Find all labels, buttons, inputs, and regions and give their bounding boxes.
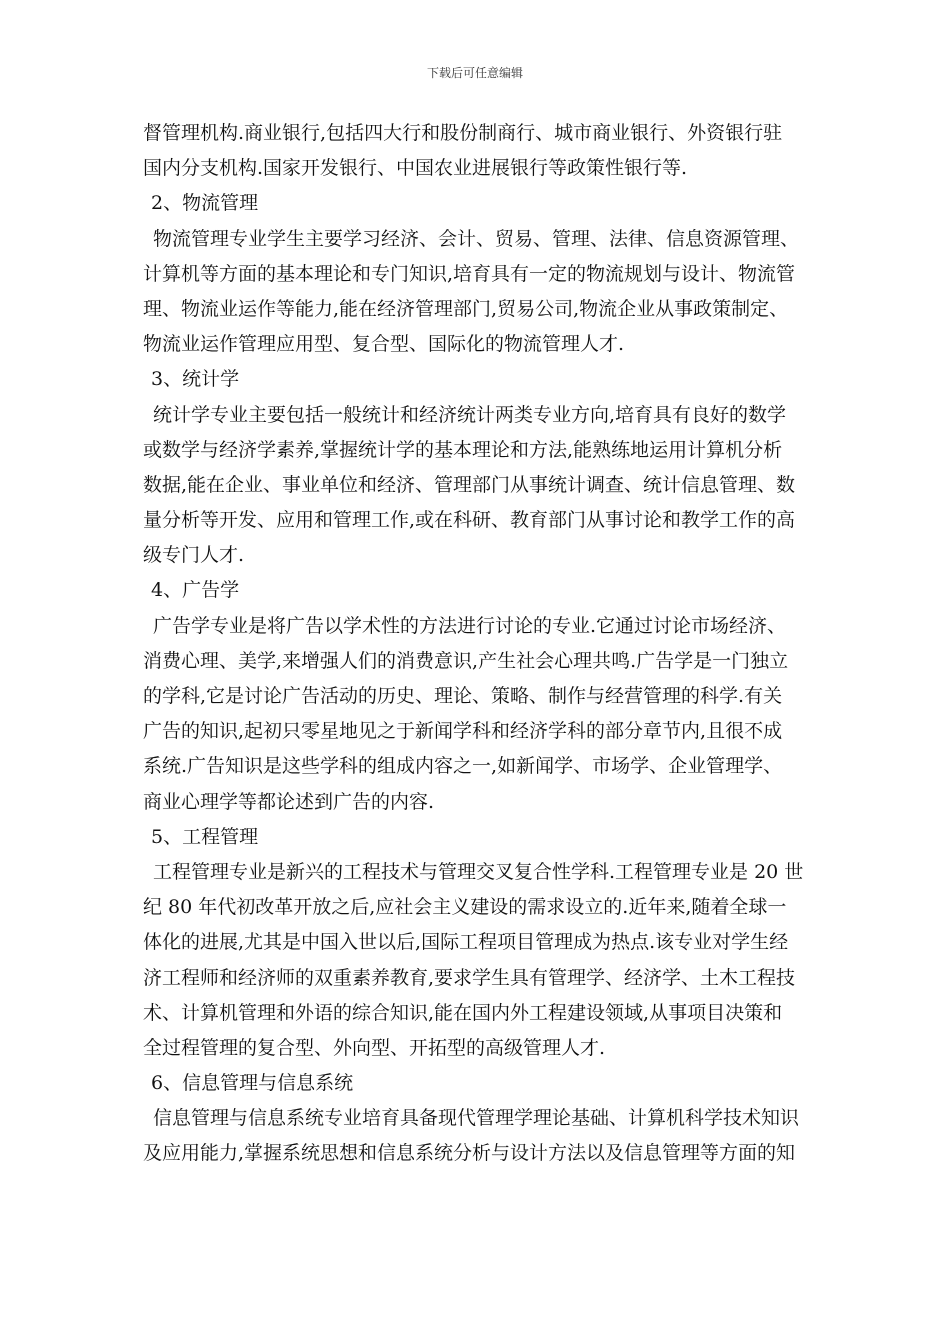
text-line: 级专门人才.	[143, 544, 245, 567]
text-line: 体化的进展,尤其是中国入世以后,国际工程项目管理成为热点.该专业对学生经	[143, 931, 789, 954]
text-line: 系统.广告知识是这些学科的组成内容之一,如新闻学、市场学、企业管理学、	[143, 755, 783, 778]
section-heading: 4、广告学	[151, 579, 240, 602]
section-heading: 6、信息管理与信息系统	[151, 1072, 354, 1095]
section-heading: 2、物流管理	[151, 192, 259, 215]
text-line: 物流管理专业学生主要学习经济、会计、贸易、管理、法律、信息资源管理、	[153, 227, 800, 250]
text-line: 或数学与经济学素养,掌握统计学的基本理论和方法,能熟练地运用计算机分析	[143, 438, 783, 461]
text-line: 数据,能在企业、事业单位和经济、管理部门从事统计调查、统计信息管理、数	[143, 473, 796, 496]
text-line: 消费心理、美学,来增强人们的消费意识,产生社会心理共鸣.广告学是一门独立	[143, 649, 789, 672]
text-line: 术、计算机管理和外语的综合知识,能在国内外工程建设领域,从事项目决策和	[143, 1001, 783, 1024]
text-line: 广告学专业是将广告以学术性的方法进行讨论的专业.它通过讨论市场经济、	[153, 614, 787, 637]
text-line: 理、物流业运作等能力,能在经济管理部门,贸易公司,物流企业从事政策制定、	[143, 297, 789, 320]
text-line: 物流业运作管理应用型、复合型、国际化的物流管理人才.	[143, 333, 625, 356]
text-line: 国内分支机构.国家开发银行、中国农业进展银行等政策性银行等.	[143, 157, 688, 180]
text-line: 济工程师和经济师的双重素养教育,要求学生具有管理学、经济学、土木工程技	[143, 966, 796, 989]
text-line: 计算机等方面的基本理论和专门知识,培育具有一定的物流规划与设计、物流管	[143, 262, 796, 285]
text-line: 工程管理专业是新兴的工程技术与管理交叉复合性学科.工程管理专业是 20 世	[153, 860, 804, 883]
text-line: 统计学专业主要包括一般统计和经济统计两类专业方向,培育具有良好的数学	[153, 403, 787, 426]
text-line: 督管理机构.商业银行,包括四大行和股份制商行、城市商业银行、外资银行驻	[143, 122, 783, 144]
document-body	[143, 116, 809, 1172]
text-line: 信息管理与信息系统专业培育具备现代管理学理论基础、计算机科学技术知识	[153, 1107, 800, 1130]
text-line: 广告的知识,起初只零星地见之于新闻学科和经济学科的部分章节内,且很不成	[143, 720, 783, 743]
text-line: 纪 80 年代初改革开放之后,应社会主义建设的需求设立的.近年来,随着全球一	[143, 896, 787, 919]
text-line: 商业心理学等都论述到广告的内容.	[143, 790, 435, 813]
text-line: 及应用能力,掌握系统思想和信息系统分析与设计方法以及信息管理等方面的知	[143, 1142, 796, 1165]
text-line: 全过程管理的复合型、外向型、开拓型的高级管理人才.	[143, 1036, 606, 1059]
page-header: 下载后可任意编辑	[426, 66, 523, 80]
text-line: 的学科,它是讨论广告活动的历史、理论、策略、制作与经营管理的科学.有关	[143, 685, 783, 707]
section-heading: 3、统计学	[151, 368, 240, 391]
text-line: 量分析等开发、应用和管理工作,或在科研、教育部门从事讨论和教学工作的高	[143, 509, 796, 532]
section-heading: 5、工程管理	[151, 825, 259, 848]
